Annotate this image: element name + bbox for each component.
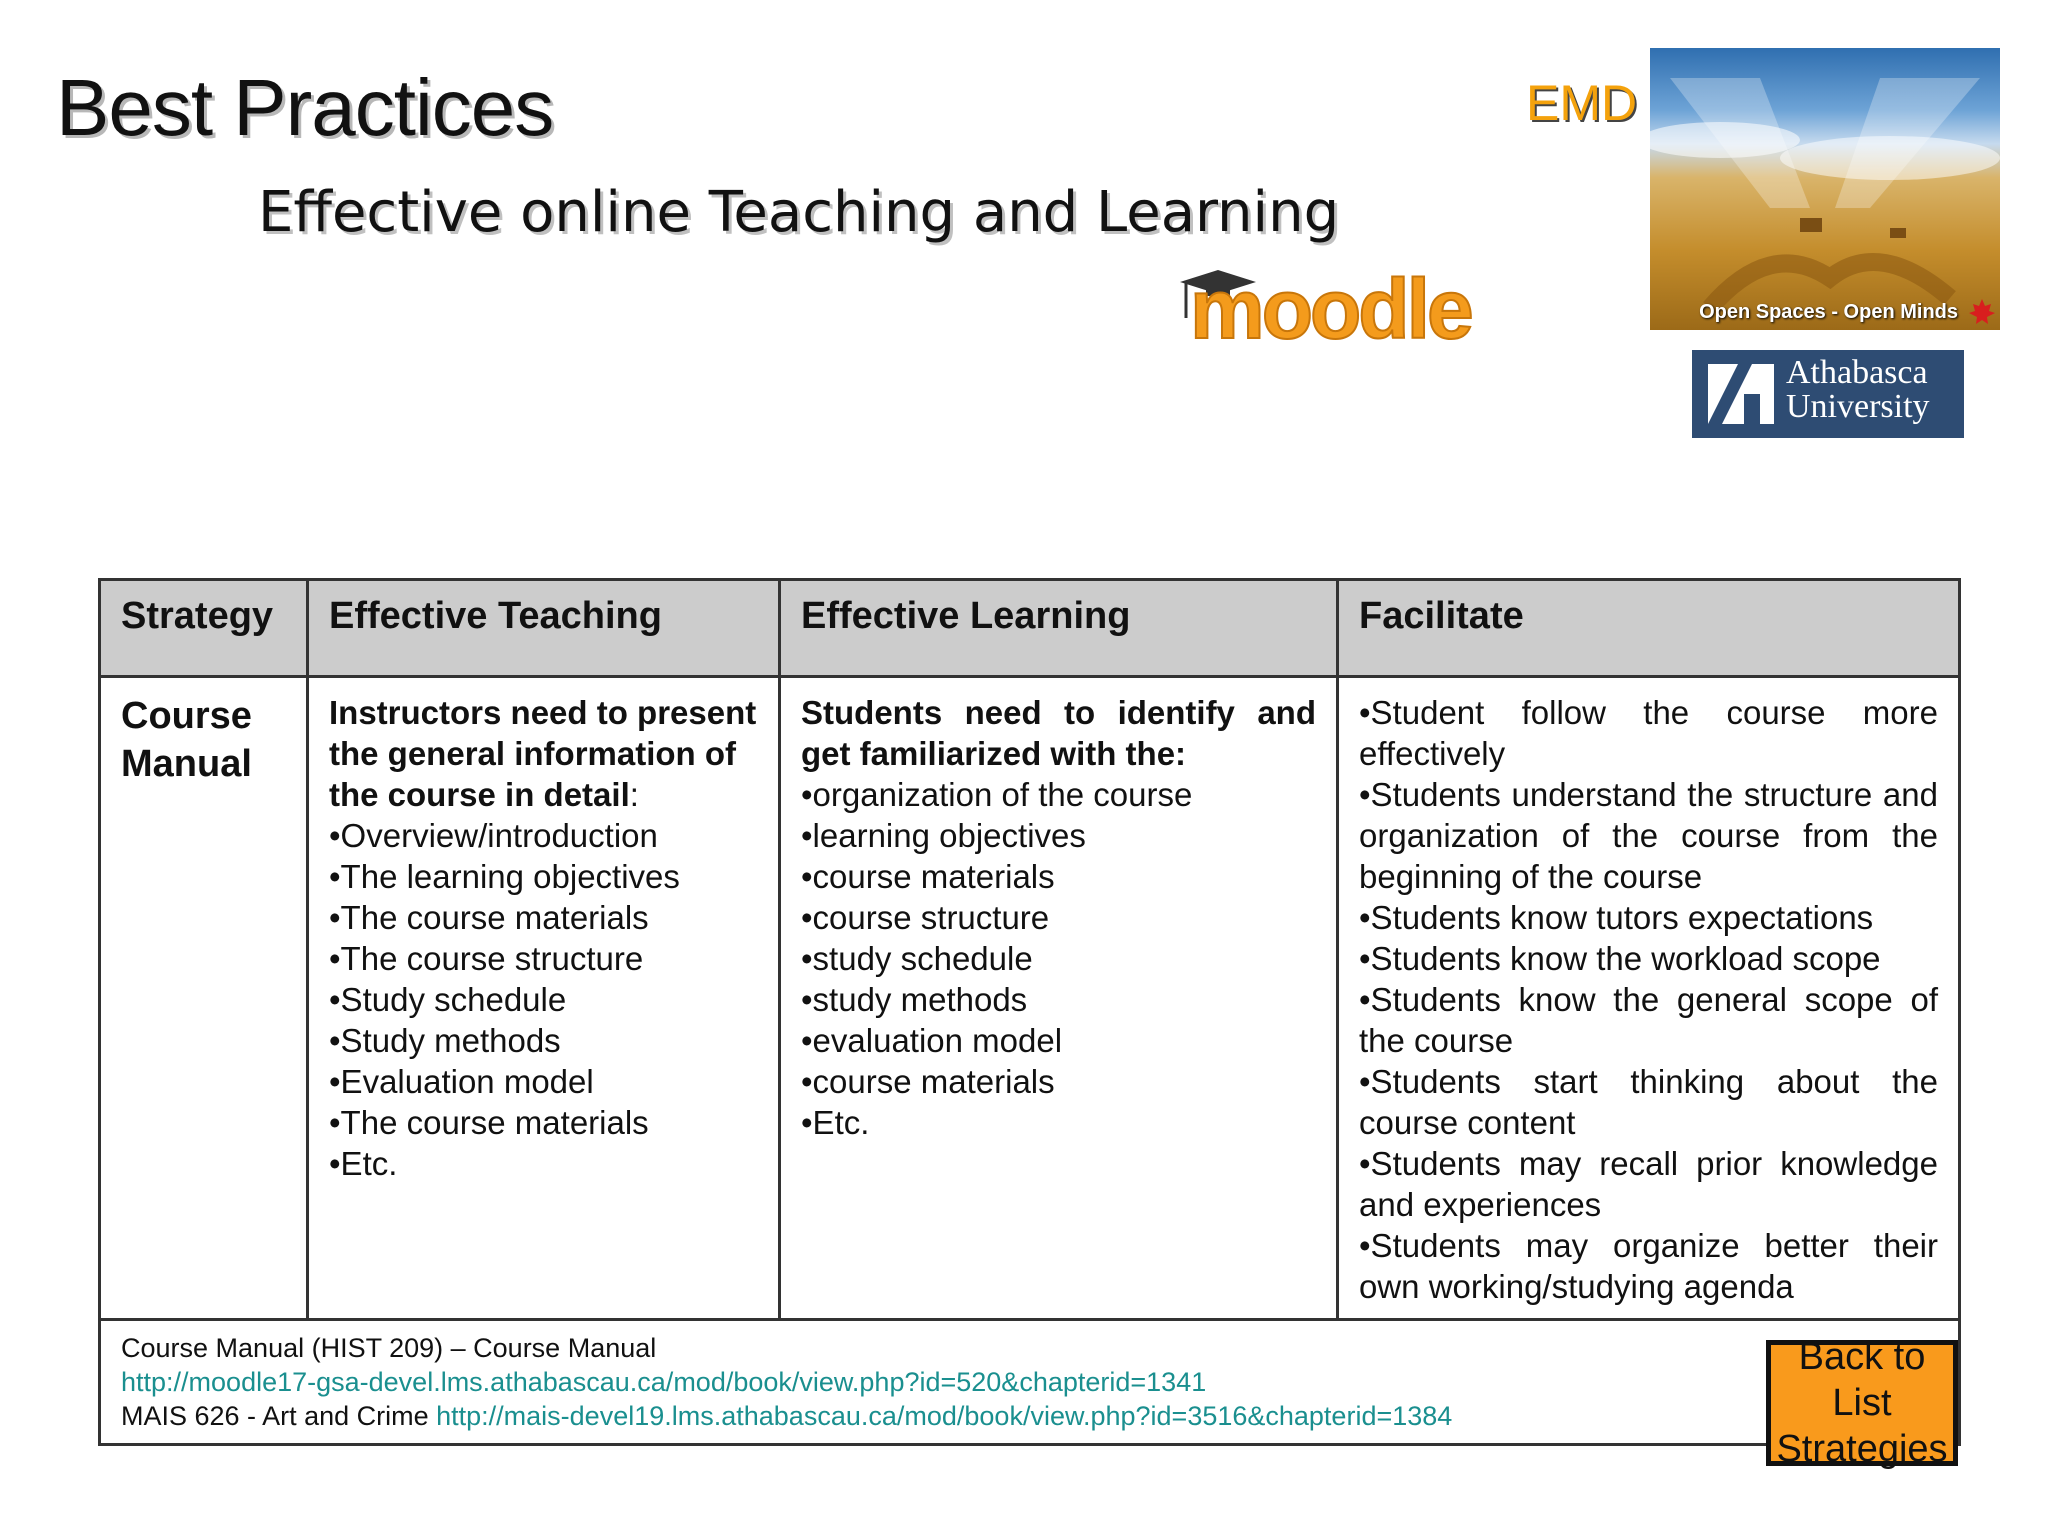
page-subtitle: Effective online Teaching and Learning — [258, 180, 1340, 245]
course-manual-link[interactable]: http://moodle17-gsa-devel.lms.athabascau.ca/mod/book/view.php?id=520&chapterid=1341 — [121, 1367, 1207, 1397]
art-and-crime-link[interactable]: http://mais-devel19.lms.athabascau.ca/mod/book/view.php?id=3516&chapterid=1384 — [436, 1401, 1453, 1431]
list-item: •Students understand the structure and organization of the course from the beginning of the course — [1359, 776, 1938, 895]
back-button-line2: Strategies — [1776, 1428, 1948, 1470]
list-item: •Study schedule — [329, 981, 567, 1018]
references-row — [100, 1320, 1960, 1445]
list-item: •study methods — [801, 981, 1028, 1018]
references-cell — [100, 1320, 1960, 1445]
page-title: Best Practices — [56, 63, 554, 152]
list-item: •learning objectives — [801, 817, 1086, 854]
list-item: •Evaluation model — [329, 1063, 594, 1100]
back-button-line1: Back to List — [1798, 1336, 1926, 1424]
emd-label: EMD — [1526, 75, 1638, 131]
list-item: •Overview/introduction — [329, 817, 658, 854]
list-item: •evaluation model — [801, 1022, 1063, 1059]
table-row — [100, 677, 1960, 1320]
list-item: •Etc. — [329, 1145, 398, 1182]
athabasca-emblem-icon — [1692, 350, 1782, 438]
list-item: •Students know the general scope of the course — [1359, 981, 1938, 1059]
list-item: •Students know tutors expectations — [1359, 899, 1874, 936]
campus-photo — [1650, 48, 2000, 330]
facilitate-cell — [1338, 677, 1960, 1320]
photo-caption: Open Spaces - Open Minds — [1699, 301, 1958, 323]
moodle-logo-text: moodle — [1190, 262, 1471, 348]
list-item: •The learning objectives — [329, 858, 680, 895]
reference-prefix: MAIS 626 - Art and Crime — [121, 1401, 437, 1431]
list-item: •Students may organize better their own working/studying agenda — [1359, 1227, 1938, 1305]
list-item: •organization of the course — [801, 776, 1193, 813]
maple-leaf-icon — [1968, 298, 1996, 326]
back-to-list-button[interactable] — [1766, 1336, 1958, 1470]
table-header-row — [100, 580, 1960, 677]
strategy-cell — [100, 677, 308, 1320]
list-item: •Students start thinking about the course content — [1359, 1063, 1938, 1141]
list-item: •course materials — [801, 1063, 1055, 1100]
list-item: •course materials — [801, 858, 1055, 895]
learning-cell — [780, 677, 1338, 1320]
list-item: •Students may recall prior knowledge and experiences — [1359, 1145, 1938, 1223]
list-item: •Study methods — [329, 1022, 561, 1059]
list-item: •study schedule — [801, 940, 1033, 977]
list-item: •The course materials — [329, 1104, 649, 1141]
reference-line: Course Manual (HIST 209) – Course Manual — [121, 1333, 657, 1363]
header-effective-learning: Effective Learning — [780, 580, 1338, 677]
strategy-name-line1: Course — [121, 695, 252, 737]
list-item: •The course materials — [329, 899, 649, 936]
header-strategy: Strategy — [100, 580, 308, 677]
moodle-logo — [1176, 262, 1516, 348]
header-effective-teaching: Effective Teaching — [308, 580, 780, 677]
athabasca-university-logo — [1692, 350, 1964, 438]
list-item: •course structure — [801, 899, 1050, 936]
university-name-line1: Athabasca — [1786, 354, 1928, 391]
list-item: •Etc. — [801, 1104, 870, 1141]
header-facilitate: Facilitate — [1338, 580, 1960, 677]
best-practices-table — [98, 578, 1961, 1446]
learning-lead: Students need to identify and get familiarized with the: — [801, 694, 1316, 772]
strategy-name-line2: Manual — [121, 743, 252, 785]
university-name-line2: University — [1786, 388, 1930, 425]
list-item: •Students know the workload scope — [1359, 940, 1881, 977]
teaching-lead: Instructors need to present the general information of the course in detail: — [329, 694, 757, 813]
teaching-cell — [308, 677, 780, 1320]
list-item: •Student follow the course more effectively — [1359, 694, 1938, 772]
list-item: •The course structure — [329, 940, 644, 977]
